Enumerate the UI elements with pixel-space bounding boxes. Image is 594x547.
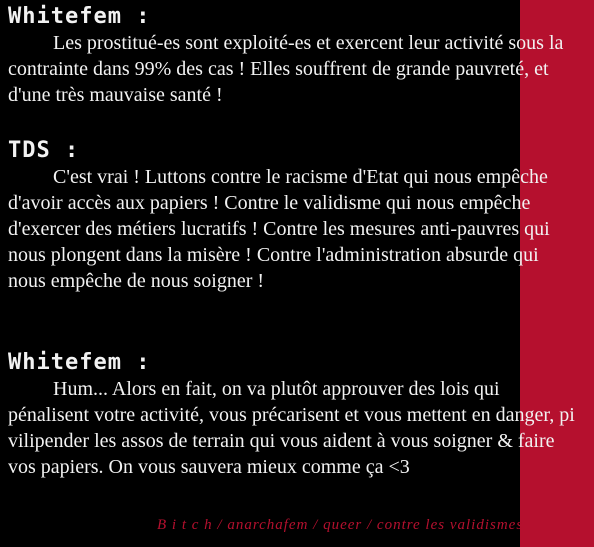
speech-text: C'est vrai ! Luttons contre le racisme d'Etat qui nous empêche d'avoir accès aux papiers ! Contre le validisme qui nous empêche d'exercer des métiers lucratifs ! Contre les mesures anti-pauvres qui nous plongent dans la misère ! Contre l'administration absurde qui nous empêche de nous soigner ! [8, 166, 550, 292]
speech-text: Hum... Alors en fait, on va plutôt approuver des lois qui pénalisent votre activité, vous précarisent et vous mettent en danger, pi vilipender les assos de terrain qui vous aident à vous soigner & faire vos papiers. On vous sauvera mieux comme ça <3 [8, 378, 575, 478]
dialogue-entry-whitefem-2 [8, 350, 578, 480]
speaker-label: TDS : [8, 138, 80, 163]
speech-text: Les prostitué-es sont exploité-es et exercent leur activité sous la contrainte dans 99% des cas ! Elles souffrent de grande pauvreté, et d'une très mauvaise santé ! [8, 32, 564, 106]
signature: B i t c h / anarchafem / queer / contre les validismes [157, 517, 524, 533]
dialogue-entry-whitefem-1 [8, 4, 578, 108]
dialogue-entry-tds [8, 138, 578, 294]
speaker-label: Whitefem : [8, 4, 151, 29]
speaker-label: Whitefem : [8, 350, 151, 375]
